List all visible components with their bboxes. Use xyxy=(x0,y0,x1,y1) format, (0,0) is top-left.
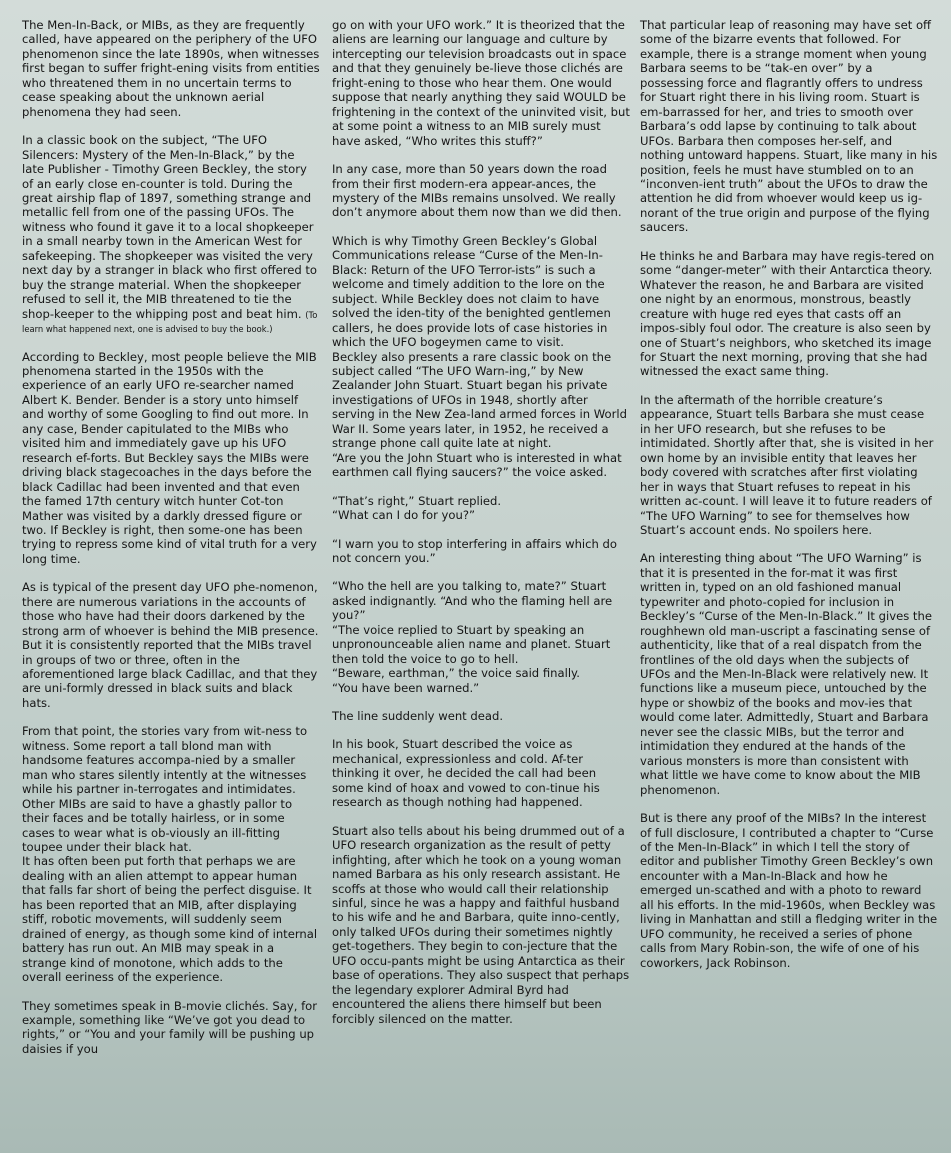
dialogue-line: “Beware, earthman,” the voice said finally. xyxy=(332,666,580,681)
paragraph: The Men-In-Back, or MIBs, as they are frequently called, have appeared on the periphery of the UFO phenomenon since the late 1890s, when witnesses first began to suffer fright-ening visits from entities who threatened them in no uncertain terms to cease speaking about the unknown aerial phenomena they had seen. xyxy=(22,18,320,119)
column-1 xyxy=(22,18,320,1070)
paragraph: But is there any proof of the MIBs? In the interest of full disclosure, I contributed a chapter to “Curse of the Men-In-Black” in which I tell the story of editor and publisher Timothy Green Beckley’s own encounter with a Man-In-Black and how he emerged un-scathed and with a photo to reward all his efforts. In the mid-1960s, when Beckley was living in Manhattan and still a fledging writer in the UFO community, he received a series of phone calls from Mary Robin-son, the wife of one of his coworkers, Jack Robinson. xyxy=(640,811,938,970)
column-3 xyxy=(640,18,938,984)
paragraph: It has often been put forth that perhaps we are dealing with an alien attempt to appear human that falls far short of being the perfect disguise. It has been reported that an MIB, after displaying stiff, robotic movements, will suddenly seem drained of energy, as though some kind of internal battery has run out. An MIB may speak in a strange kind of monotone, which adds to the overall eeriness of the experience. xyxy=(22,854,318,985)
paragraph: As is typical of the present day UFO phe-nomenon, there are numerous variations in the accounts of those who have had their doors darkened by the strong arm of whoever is behind the MIB presence. But it is consistently reported that the MIBs travel in groups of two or three, often in the aforementioned large black Cadillac, and that they are uni-formly dressed in black suits and black hats. xyxy=(22,580,319,710)
parenthetical-note: (To learn what happened next, one is advised to buy the book.) xyxy=(22,309,318,335)
paragraph: He thinks he and Barbara may have regis-tered on some “danger-meter” with their Antarctica theory. Whatever the reason, he and Barbara are visited one night by an enormous, monstrous, beastly creature with huge red eyes that casts off an impos-sibly foul odor. The creature is also seen by one of Stuart’s neighbors, who sketched its image for Stuart the next morning, proving that she had witnessed the exact same thing. xyxy=(640,248,935,379)
paragraph: In his book, Stuart described the voice as mechanical, expressionless and cold. Af-ter thinking it over, he decided the call had been some kind of hoax and vowed to con-tinue his research as though nothing had happened. xyxy=(332,737,600,810)
paragraph: The line suddenly went dead. xyxy=(332,709,504,724)
paragraph: “Who the hell are you talking to, mate?” Stuart asked indignantly. “And who the flaming hell are you?” xyxy=(332,579,613,623)
paragraph: They sometimes speak in B-movie clichés. Say, for example, something like “We’ve got you dead to rights,” or “You and your family will be pushing up daisies if you xyxy=(22,998,318,1056)
paragraph: “I warn you to stop interfering in affairs which do not concern you.” xyxy=(332,536,618,565)
column-2 xyxy=(332,18,630,1040)
paragraph: An interesting thing about “The UFO Warning” is that it is presented in the for-mat it was first written in, typed on an old fashioned manual typewriter and photo-copied for inclusion in Beckley’s “Curse of the Men-In-Black.” It gives the roughhewn old man-uscript a fascinating sense of authenticity, like that of a real dispatch from the frontlines of the old days when the subjects of UFOs and the Men-In-Black were relatively new. It functions like a museum piece, untouched by the hype or showbiz of the books and mov-ies that would come later. Admittedly, Stuart and Barbara never see the classic MIBs, but the terror and intimidation they endured at the hands of the various monsters is more than consistent with what little we have come to know about the MIB phenomenon. xyxy=(640,551,932,797)
paragraph: Beckley also presents a rare classic book on the subject called “The UFO Warn-ing,” by New Zealander John Stuart. Stuart began his private investigations of UFOs in 1948, shortly after serving in the New Zea-land armed forces in World War II. Some years later, in 1952, he received a strange phone call quite late at night. xyxy=(332,349,627,451)
dialogue-line: “What can I do for you?” xyxy=(332,508,475,523)
paragraph: go on with your UFO work.” It is theorized that the aliens are learning our language and culture by intercepting our television broadcasts out in space and that they genuinely be-lieve those clichés are fright-ening to those who hear them. One would suppose that nearly anything they said WOULD be frightening in the context of the uninvited visit, but at some point a witness to an MIB surely must have asked, “Who writes this stuff?” xyxy=(332,18,630,148)
paragraph: In any case, more than 50 years down the road from their first modern-era appear-ances, the mystery of the MIBs remains unsolved. We really don’t anymore about them now than we did then. xyxy=(332,162,622,220)
paragraph xyxy=(22,133,320,335)
paragraph-text: In a classic book on the subject, “The UFO Silencers: Mystery of the Men-In-Black,” by the late Publisher - Timothy Green Beckley, the story of an early close en-counter is told. During the great airship flap of 1897, something strange and metallic fell from one of the passing UFOs. The witness who found it gave it to a local shopkeeper in a small nearby town in the American West for safekeeping. The shopkeeper was visited the very next day by a stranger in black who first offered to buy the strange material. When the shopkeeper refused to sell it, the MIB threatened to tie the shop-keeper to the whipping post and beat him. xyxy=(22,133,318,321)
dialogue-line: “That’s right,” Stuart replied. xyxy=(332,493,502,508)
paragraph: Stuart also tells about his being drummed out of a UFO research organization as the result of petty infighting, after which he took on a young woman named Barbara as his only research assistant. He scoffs at those who would call their relationship sinful, since he was a happy and faithful husband to his wife and he and Barbara, quite inno-cently, only talked UFOs during their sometimes nightly get-togethers. They begin to con-jecture that the UFO occu-pants might be using Antarctica as their base of operations. They also suspect that perhaps the legendary explorer Admiral Byrd had encountered the aliens there himself but been forcibly silenced on the matter. xyxy=(332,823,630,1026)
paragraph: In the aftermath of the horrible creature’s appearance, Stuart tells Barbara she must cease in her UFO research, but she refuses to be intimidated. Shortly after that, she is visited in her own home by an invisible entity that leaves her body covered with scratches after first violating her in ways that Stuart refuses to repeat in his written ac-count. I will leave it to future readers of “The UFO Warning” to see for themselves how Stuart’s account ends. No spoilers here. xyxy=(640,392,934,537)
paragraph: “The voice replied to Stuart by speaking an unpronounceable alien name and planet. Stuart then told the voice to go to hell. xyxy=(332,622,611,666)
paragraph: From that point, the stories vary from wit-ness to witness. Some report a tall blond man with handsome features accompa-nied by a smaller man who stares silently intently at the witnesses while his partner in-terrogates and intimidates. Other MIBs are said to have a ghastly pallor to their faces and be totally hairless, or in some cases to wear what is ob-viously an ill-fitting toupee under their black hat. xyxy=(22,724,308,855)
paragraph: According to Beckley, most people believe the MIB phenomena started in the 1950s with the experience of an early UFO re-searcher named Albert K. Bender. Bender is a story unto himself and worthy of some Googling to find out more. In any case, Bender capitulated to the MIBs who visited him and immediately gave up his UFO research ef-forts. But Beckley says the MIBs were driving black stagecoaches in the days before the black Cadillac had been invented and that even the famed 17th century witch hunter Cot-ton Mather was visited by a darkly dressed figure or two. If Beckley is right, then some-one has been trying to repress some kind of vital truth for a very long time. xyxy=(22,349,317,566)
dialogue-line: “You have been warned.” xyxy=(332,680,480,695)
paragraph: Which is why Timothy Green Beckley’s Global Communications release “Curse of the Men-In-Black: Return of the UFO Terror-ists” is such a welcome and timely addition to the lore on the subject. While Beckley does not claim to have solved the iden-tity of the benighted gentlemen callers, he does provide lots of case histories in which the UFO bogeymen came to visit. xyxy=(332,233,611,350)
paragraph: That particular leap of reasoning may have set off some of the bizarre events that followed. For example, there is a strange moment when young Barbara seems to be “tak-en over” by a possessing force and flagrantly offers to undress for Stuart right there in his living room. Stuart is em-barrassed for her, and tries to smooth over Barbara’s odd lapse by continuing to talk about UFOs. Barbara then composes her-self, and nothing untoward happens. Stuart, like many in his position, feels he must have stumbled on to an “inconven-ient truth” about the UFOs to draw the attention he did from whoever would keep us ig-norant of the true origin and purpose of the flying saucers. xyxy=(640,18,938,235)
paragraph: “Are you the John Stuart who is interested in what earthmen call flying saucers?” the voice asked. xyxy=(332,450,622,480)
